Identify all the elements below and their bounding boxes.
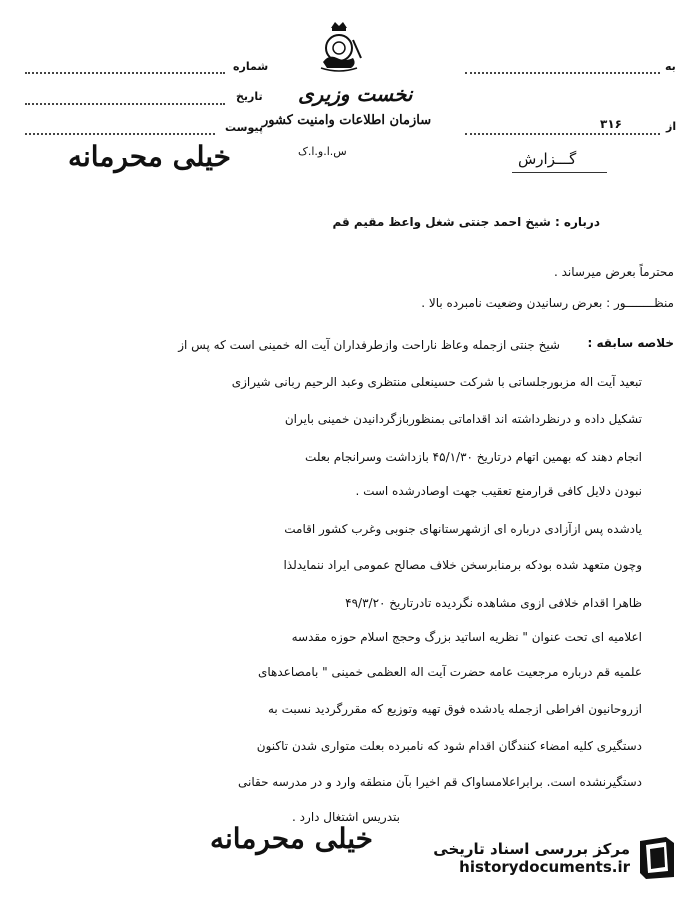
body-line: علمیه قم درباره مرجعیت عامه حضرت آیت اله العظمی خمینی " بامصاعدهای [258,665,642,679]
body-line: تبعید آیت اله مزبورجلساتی با شرکت حسینعلی منتظری وعبد الرحیم ربانی شیرازی [231,375,642,389]
body-line: وچون متعهد شده بودکه برمنابرسخن خلاف مصالح عمومی ایراد ننمایدلذا [283,558,642,572]
classification-top: خیلی محرمانه [68,140,231,173]
attachment-label: پیوست [225,121,263,134]
archive-logo-icon [636,833,678,881]
org-code: س.ا.و.ا.ک [298,145,347,158]
watermark-url: historydocuments.ir [459,858,630,876]
watermark-title: مرکز بررسی اسناد تاریخی [433,840,630,858]
report-label: گـــزارش [518,150,577,168]
body-line: انجام دهند که بهمین اتهام درتاریخ ۴۵/۱/۳۰ بازداشت وسرانجام بعلت [305,450,642,464]
watermark [433,840,630,876]
date-line [25,103,225,105]
body-line: یادشده پس ازآزادی درباره ای ازشهرستانهای جنوبی وغرب کشور اقامت [284,522,642,536]
body-line: شیخ جنتی ازجمله وعاظ ناراحت وازطرفداران آیت اله خمینی است که پس از [178,338,560,352]
body-line: ظاهرا اقدام خلافی ازوی مشاهده نگردیده تادرتاریخ ۴۹/۳/۲۰ [345,596,642,610]
summary-label: خلاصه سابقه : [587,336,674,350]
subject-line: درباره : شیخ احمد جنتی شغل واعظ مقیم قم [332,215,600,229]
from-value: ۳۱۶ [600,117,622,131]
org-line2: سازمان اطلاعات وامنیت کشور [262,113,432,128]
body-line: بتدریس اشتغال دارد . [292,810,400,824]
purpose: منظــــــــور : بعرض رسانیدن وضعیت نامبرده بالا . [421,296,674,310]
body-line: دستگیرنشده است. برابراعلامساواک قم اخیرا بآن منطقه وارد و در مدرسه حقانی [238,775,642,789]
report-underline [512,172,607,173]
to-line [465,72,660,74]
from-line [465,133,660,135]
attachment-line [25,133,215,135]
number-line [25,72,225,74]
body-line: تشکیل داده و درنظرداشته اند اقداماتی بمنظوربازگردانیدن خمینی بایران [284,412,642,426]
to-label: به [665,60,676,73]
body-line: دستگیری کلیه امضاء کنندگان اقدام شود که نامبرده بعلت متواری شدن تاکنون [256,739,642,753]
body-line: ازروحانیون افراطی ازجمله یادشده فوق تهیه وتوزیع که مقررگردید نسبت به [268,702,642,716]
lion-and-sun-emblem-icon [315,18,363,74]
number-label: شماره [233,60,269,73]
body-line: اعلامیه ای تحت عنوان " نظریه اساتید بزرگ وحجج اسلام حوزه مقدسه [291,630,642,644]
classification-bottom: خیلی محرمانه [210,822,373,855]
date-label: تاریخ [236,90,263,103]
greeting: محترماً بعرض میرساند . [553,265,674,279]
body-line: نبودن دلایل کافی قرارمنع تعقیب جهت اوصادرشده است . [355,484,642,498]
from-label: از [666,120,677,133]
org-line1: نخست وزیری [298,82,413,106]
